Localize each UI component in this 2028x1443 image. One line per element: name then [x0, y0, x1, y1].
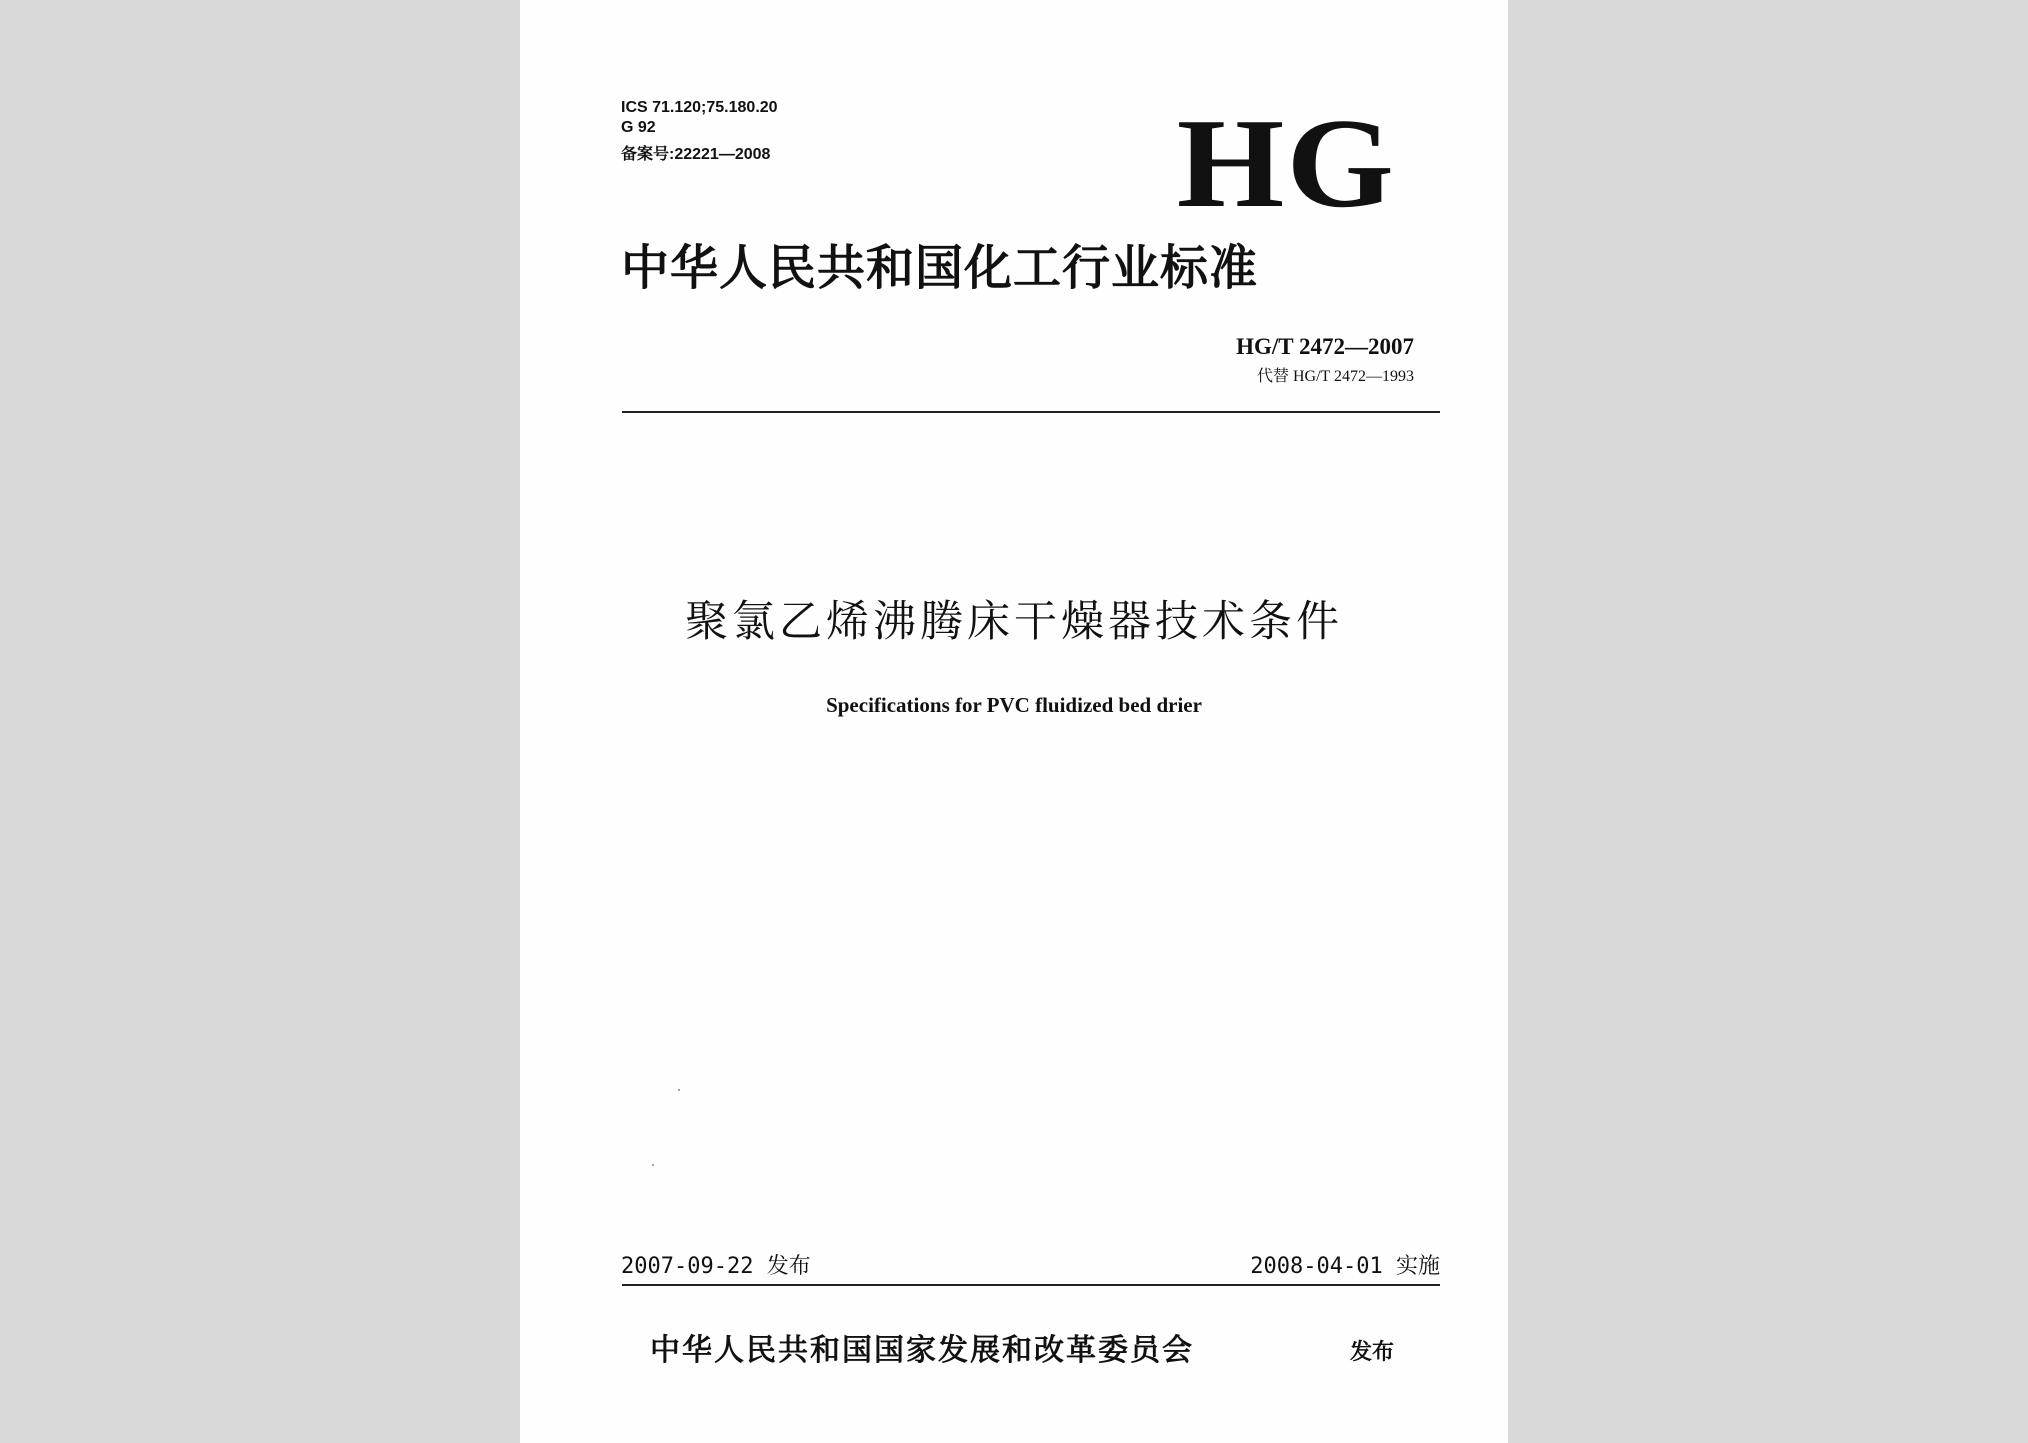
standard-number: HG/T 2472—2007 — [1236, 334, 1414, 359]
publisher-name: 中华人民共和国国家发展和改革委员会 — [650, 1333, 1194, 1368]
classification-code: G 92 — [621, 119, 656, 136]
scan-speck — [678, 1089, 680, 1091]
publish-label: 发布 — [1350, 1339, 1395, 1365]
ics-code: ICS 71.120;75.180.20 — [621, 99, 778, 116]
hg-logo: HG — [1176, 92, 1396, 234]
scan-speck — [652, 1164, 654, 1166]
document-title-english: Specifications for PVC fluidized bed drier — [826, 693, 1202, 717]
standard-title: 中华人民共和国化工行业标准 — [621, 240, 1259, 296]
effective-date: 2008-04-01 实施 — [1250, 1254, 1440, 1279]
issue-date: 2007-09-22 发布 — [621, 1254, 811, 1279]
document-title-chinese: 聚氯乙烯沸腾床干燥器技术条件 — [685, 597, 1343, 647]
document-page — [520, 0, 1508, 1443]
top-divider — [622, 411, 1440, 413]
bottom-divider — [622, 1284, 1440, 1286]
record-number: 备案号:22221—2008 — [621, 146, 771, 163]
replaces-standard: 代替 HG/T 2472—1993 — [1256, 368, 1414, 385]
